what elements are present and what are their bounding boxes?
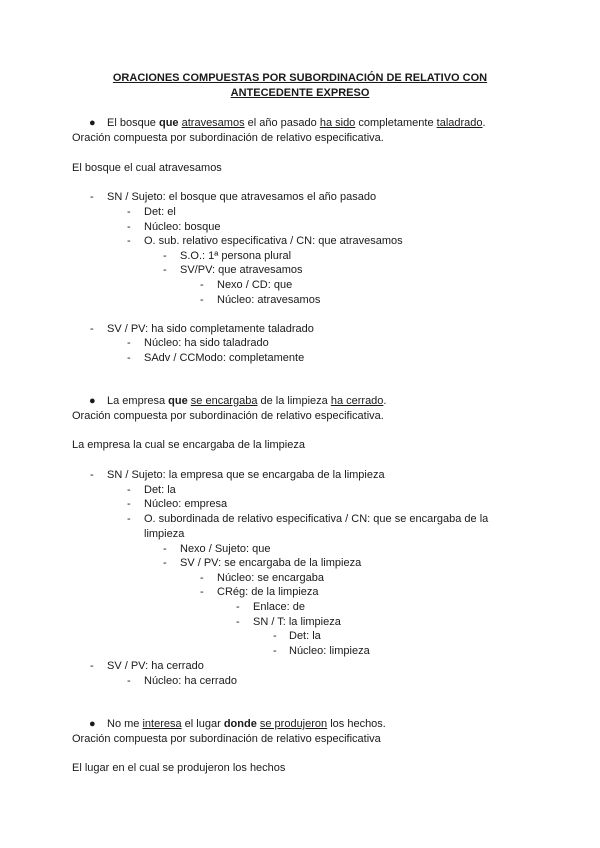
example-1-paraphrase: El bosque el cual atravesamos [72,162,222,174]
dash-marker: - [127,498,131,510]
dash-marker: - [200,572,204,584]
tree-item: SN / Sujeto: la empresa que se encargaba de la limpieza [107,469,385,481]
dash-marker: - [127,221,131,233]
tree-item: SV / PV: ha sido completamente taladrado [107,323,314,335]
example-3-classification: Oración compuesta por subordinación de relativo especificativa [72,733,381,745]
dash-marker: - [163,557,167,569]
tree-item: Núcleo: atravesamos [217,294,321,306]
subordinate-verb: se produjeron [259,718,328,730]
dash-marker: - [163,250,167,262]
main-verb-participle: taladrado [436,117,483,129]
tree-item: SV / PV: se encargaba de la limpieza [180,557,362,569]
main-verb: ha cerrado [330,395,384,407]
main-verb-aux: ha sido [319,117,356,129]
tree-item: CRég: de la limpieza [217,586,319,598]
tree-item: SN / T: la limpieza [253,616,341,628]
example-3-sentence: No me interesa el lugar donde se produjeron los hechos. [107,718,386,730]
relative-pronoun: que [158,117,179,129]
tree-item: SV / PV: ha cerrado [107,660,204,672]
tree-item: Det: la [144,484,176,496]
dash-marker: - [127,337,131,349]
dash-marker: - [236,601,240,613]
example-2-classification: Oración compuesta por subordinación de relativo especificativa. [72,410,384,422]
tree-item: Núcleo: limpieza [289,645,370,657]
main-verb: interesa [142,718,182,730]
tree-item: Enlace: de [253,601,305,613]
subordinate-verb: atravesamos [181,117,245,129]
bullet-icon: ● [89,117,96,129]
dash-marker: - [236,616,240,628]
example-3-paraphrase: El lugar en el cual se produjeron los hechos [72,762,286,774]
tree-item: Núcleo: se encargaba [217,572,325,584]
tree-item: Núcleo: ha sido taladrado [144,337,269,349]
tree-item: SAdv / CCModo: completamente [144,352,305,364]
tree-item-continuation: limpieza [144,528,185,540]
dash-marker: - [273,630,277,642]
example-1-sentence: El bosque que atravesamos el año pasado ha sido completamente taladrado. [107,117,486,129]
bullet-icon: ● [89,718,96,730]
tree-item: Nexo / CD: que [217,279,293,291]
title-line-2: ANTECEDENTE EXPRESO [230,87,370,99]
dash-marker: - [127,352,131,364]
dash-marker: - [127,675,131,687]
dash-marker: - [90,469,94,481]
tree-item: Núcleo: ha cerrado [144,675,237,687]
example-2-paraphrase: La empresa la cual se encargaba de la limpieza [72,439,305,451]
dash-marker: - [90,323,94,335]
dash-marker: - [127,513,131,525]
subordinate-verb: se encargaba [190,395,258,407]
relative-adverb: donde [223,718,257,730]
tree-item: Nexo / Sujeto: que [180,543,271,555]
tree-item: Det: el [144,206,176,218]
tree-item: SV/PV: que atravesamos [180,264,303,276]
relative-pronoun: que [168,395,188,407]
document-title [60,71,540,101]
dash-marker: - [90,660,94,672]
dash-marker: - [200,294,204,306]
tree-item: Núcleo: empresa [144,498,228,510]
dash-marker: - [163,543,167,555]
tree-item: S.O.: 1ª persona plural [180,250,292,262]
tree-item: O. sub. relativo especificativa / CN: que atravesamos [144,235,403,247]
dash-marker: - [127,235,131,247]
dash-marker: - [163,264,167,276]
example-1-classification: Oración compuesta por subordinación de relativo especificativa. [72,132,384,144]
dash-marker: - [127,206,131,218]
dash-marker: - [90,191,94,203]
bullet-icon: ● [89,395,96,407]
tree-item: Det: la [289,630,321,642]
dash-marker: - [200,279,204,291]
dash-marker: - [200,586,204,598]
tree-item: SN / Sujeto: el bosque que atravesamos el año pasado [107,191,377,203]
example-2-sentence: La empresa que se encargaba de la limpieza ha cerrado. [107,395,387,407]
tree-item: O. subordinada de relativo especificativa / CN: que se encargaba de la [144,513,489,525]
title-line-1: ORACIONES COMPUESTAS POR SUBORDINACIÓN DE RELATIVO CON [112,72,488,84]
tree-item: Núcleo: bosque [144,221,221,233]
dash-marker: - [273,645,277,657]
dash-marker: - [127,484,131,496]
